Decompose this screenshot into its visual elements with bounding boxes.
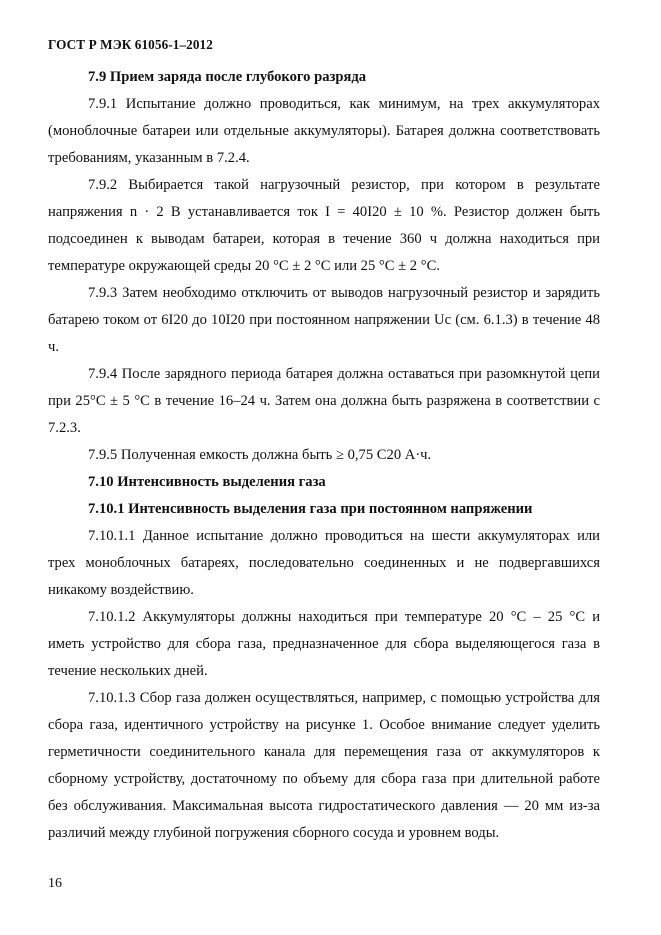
page-number: 16 [48,876,62,891]
paragraph-7-10-1-3: 7.10.1.3 Сбор газа должен осуществляться, например, с помощью устройства для сбора газа, идентичного устройству на рисунке 1. Особое внимание следует уделить герметичности соединительного канала для перемещения газа от аккумуляторов к сборному устройству, достаточному по объему для сбора газа при длительной работе без обслуживания. Максимальная высота гидростатического давления — 20 мм из-за различий между глубиной погружения сборного сосуда и уровнем воды. [48,690,600,841]
paragraph-7-9-4: 7.9.4 После зарядного периода батарея должна оставаться при разомкнутой цепи при 25°С ± 5 °С в течение 16–24 ч. Затем она должна быть разряжена в соответствии с 7.2.3. [48,366,600,436]
paragraph-7-10-1-2: 7.10.1.2 Аккумуляторы должны находиться при температуре 20 °С – 25 °С и иметь устройство для сбора газа, предназначенное для сбора выделяющегося газа в течение нескольких дней. [48,609,600,679]
paragraph-7-9-5: 7.9.5 Полученная емкость должна быть ≥ 0,75 C20 А·ч. [88,447,432,463]
paragraph-7-9-3: 7.9.3 Затем необходимо отключить от выводов нагрузочный резистор и зарядить батарею током от 6I20 до 10I20 при постоянном напряжении Uc (см. 6.1.3) в течение 48 ч. [48,285,600,355]
paragraph-7-9-2: 7.9.2 Выбирается такой нагрузочный резистор, при котором в результате напряжения n · 2 В устанавливается ток I = 40I20 ± 10 %. Резистор должен быть подсоединен к выводам батареи, которая в течение 360 ч должна находиться при температуре окружающей среды 20 °С ± 2 °С или 25 °С ± 2 °С. [48,177,600,274]
subsection-heading-7-10-1: 7.10.1 Интенсивность выделения газа при постоянном напряжении [88,501,533,517]
paragraph-7-9-1: 7.9.1 Испытание должно проводиться, как минимум, на трех аккумуляторах (моноблочные батареи или отдельные аккумуляторы). Батарея должна соответствовать требованиям, указанным в 7.2.4. [48,96,600,166]
section-heading-7-9: 7.9 Прием заряда после глубокого разряда [88,69,367,85]
page-content [48,64,600,847]
paragraph-7-10-1-1: 7.10.1.1 Данное испытание должно проводиться на шести аккумуляторах или трех моноблочных батареях, последовательно соединенных и не подвергавшихся никакому воздействию. [48,528,600,598]
standard-header: ГОСТ Р МЭК 61056-1–2012 [48,37,213,52]
section-heading-7-10: 7.10 Интенсивность выделения газа [88,474,326,490]
